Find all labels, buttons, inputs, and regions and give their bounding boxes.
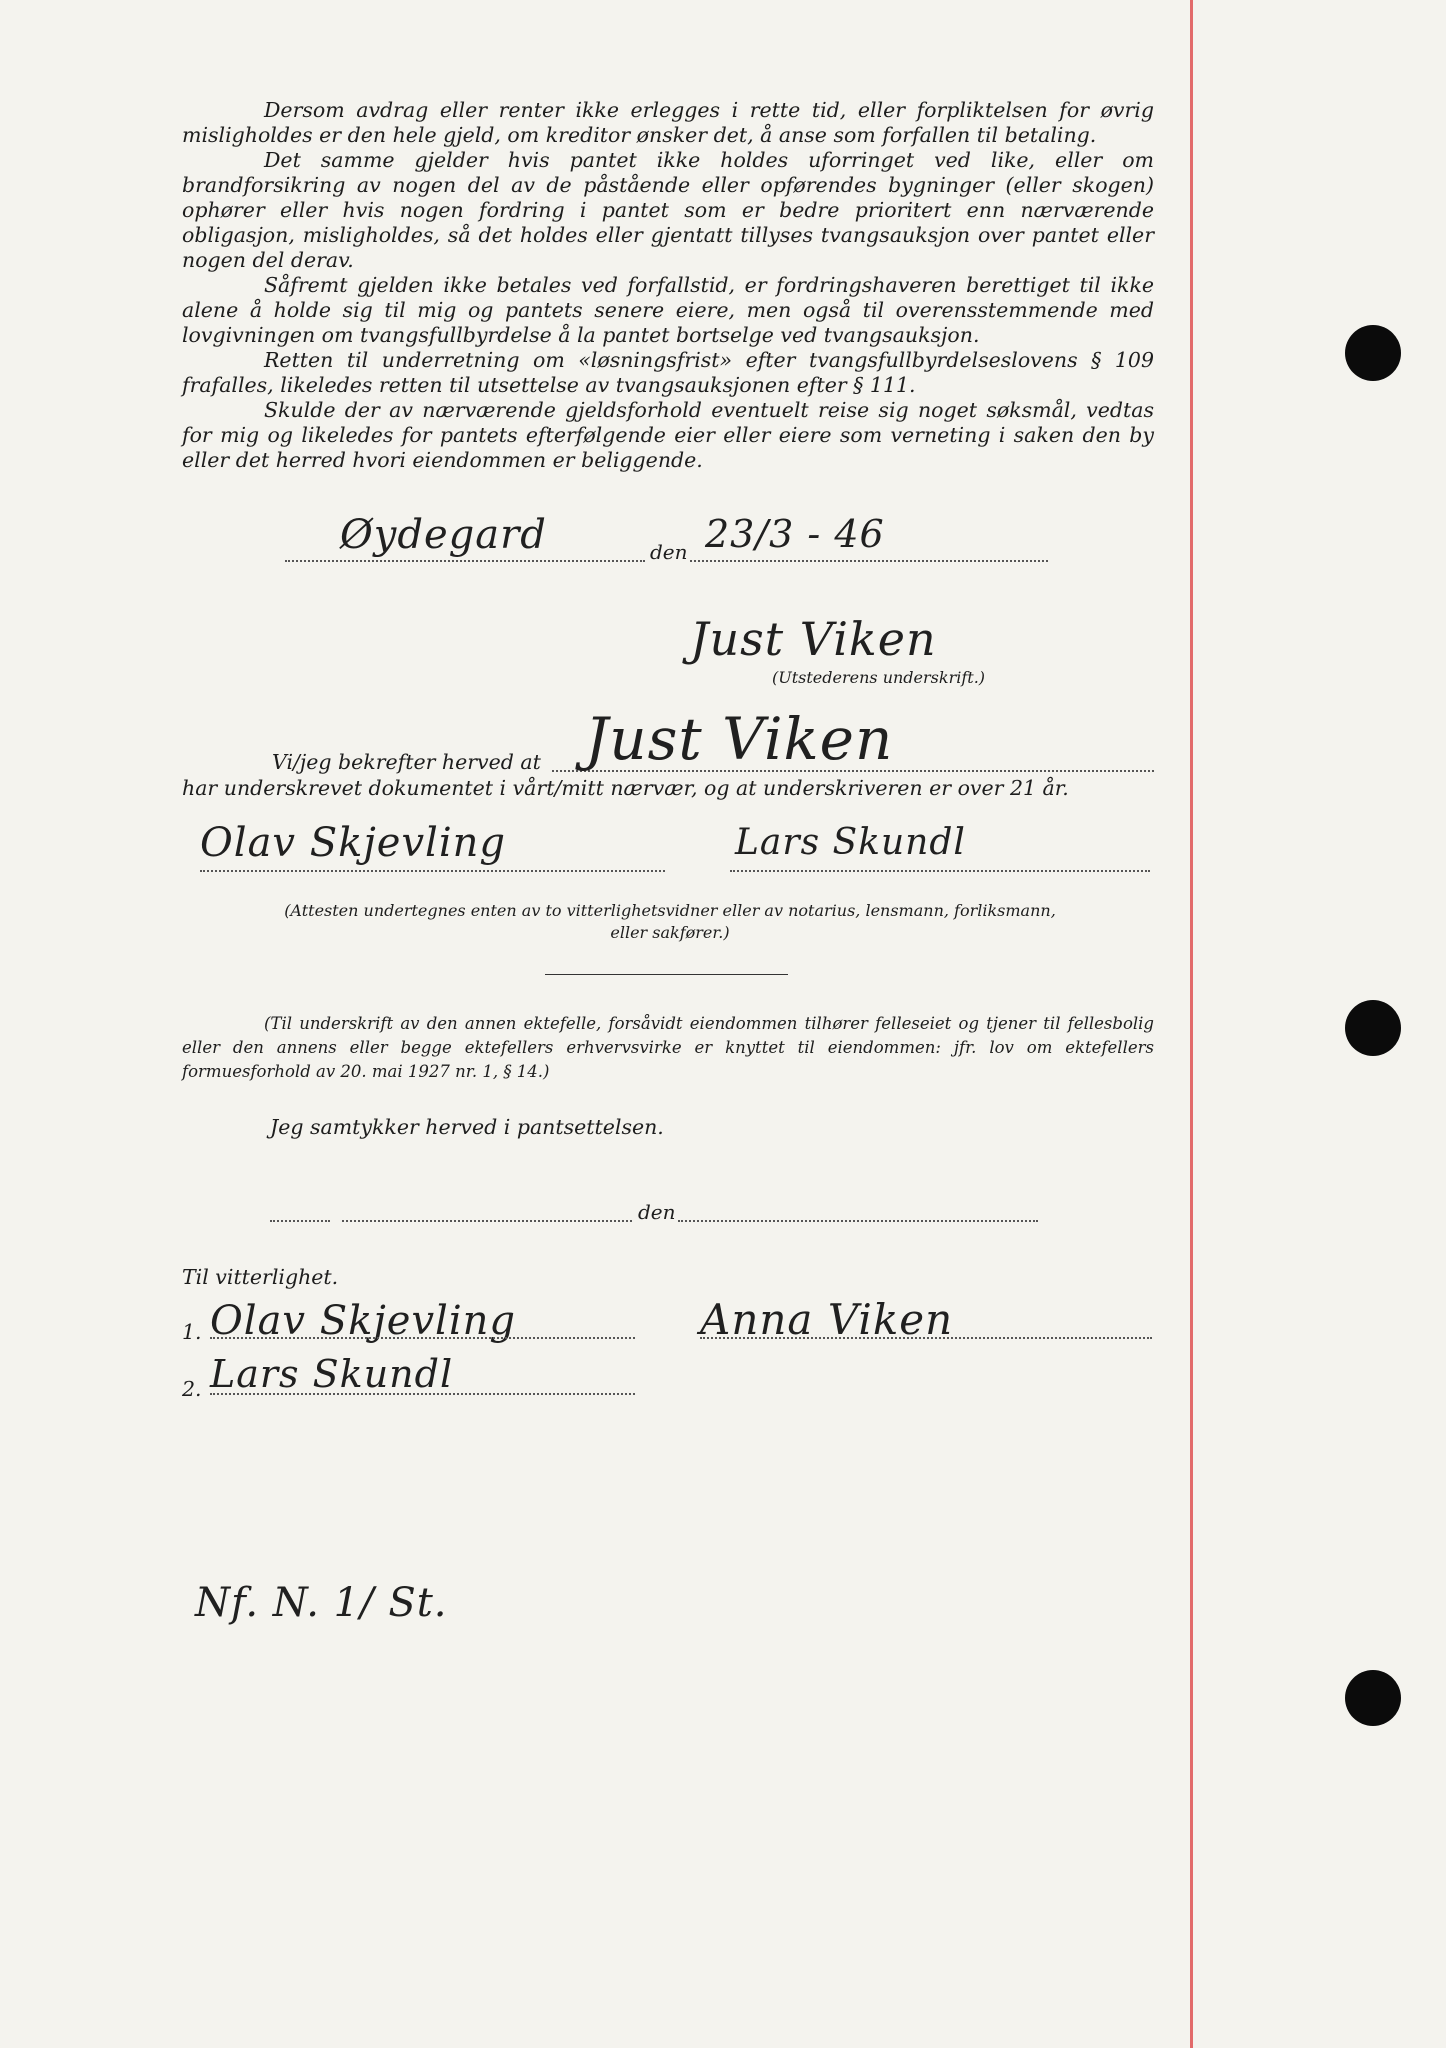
vitne-1-handwritten: Olav Skjevling [210,1298,517,1344]
vitne-line-1 [210,1337,635,1339]
paragraph-verneting: Skulde der av nærværende gjeldsforhold eventuelt reise sig noget søksmål, vedtas for mig og likeledes for pantets efterfølgende eier eller eiere som verneting i saken den by eller det herred hvori eiendommen er beliggende. [182,398,1154,472]
witness-signature-1: Olav Skjevling [200,820,507,866]
red-margin-line [1190,0,1193,2048]
vitne-line-2 [210,1393,635,1395]
confirm-name-handwritten: Just Viken [585,705,894,773]
terms-text [182,98,1154,473]
paragraph-insurance: Det samme gjelder hvis pantet ikke holdes uforringet ved like, eller om brandforsikring av nogen del av de påstående eller opførendes bygninger (eller skogen) ophører eller hvis nogen fordring i pantet som er bedre prioritert enn nærværende obligasjon, misligholdes, så det holdes eller gjentatt tillyses tvangsauksjon over pantet eller nogen del derav. [182,148,1154,272]
consent-place-line-b [342,1220,632,1222]
spouse-signature-line [700,1337,1152,1339]
confirm-prefix: Vi/jeg bekrefter herved at [272,750,541,774]
bottom-note-handwritten: Nf. N. 1/ St. [195,1580,448,1626]
witness-number-2: 2. [182,1377,202,1401]
issuer-caption: (Utstederens underskrift.) [772,668,986,687]
date-handwritten: 23/3 - 46 [705,512,885,556]
consent-place-line-a [270,1220,330,1222]
paragraph-payment: Såfremt gjelden ikke betales ved forfallstid, er fordringshaveren berettiget til ikke alene å holde sig til mig og pantets senere eiere, men også til overensstemmende med lovgivningen om tvangsfullbyrdelse å la pantet bortselge ved tvangsauksjon. [182,273,1154,347]
witness-number-1: 1. [182,1320,202,1344]
punch-hole-bottom [1345,1670,1401,1726]
witness-line-1 [200,870,665,872]
spouse-note: (Til underskrift av den annen ektefelle, forsåvidt eiendommen tilhører felleseiet og tjener til fellesbolig eller den annens eller begge ektefellers erhvervsvirke er knyttet til eiendommen: jfr. lov om ektefellers formuesforhold av 20. mai 1927 nr. 1, § 14.) [182,1014,1154,1081]
attest-note: (Attesten undertegnes enten av to vitterlighetsvidner eller av notarius, lensmann, forliksmann, eller sakfører.) [284,901,1056,942]
date-line [690,560,1048,562]
issuer-signature: Just Viken [690,612,937,666]
consent-date-line [678,1220,1038,1222]
paragraph-default: Dersom avdrag eller renter ikke erlegges i rette tid, eller forpliktelsen for øvrig misligholdes er den hele gjeld, om kreditor ønsker det, å anse som forfallen til betaling. [182,98,1154,147]
punch-hole-middle [1345,1000,1401,1056]
place-line [285,560,645,562]
til-vitterlighet: Til vitterlighet. [182,1265,339,1289]
confirm-line2: har underskrevet dokumentet i vårt/mitt nærvær, og at underskriveren er over 21 år. [182,776,1069,800]
vitne-2-handwritten: Lars Skundl [210,1352,454,1396]
witness-line-2 [730,870,1150,872]
punch-hole-top [1345,325,1401,381]
witness-signature-2: Lars Skundl [735,822,966,863]
place-handwritten: Øydegard [340,512,547,558]
consent-text: Jeg samtykker herved i pantsettelsen. [270,1115,664,1139]
den-label: den [650,540,688,564]
den-label-2: den [638,1200,676,1224]
spouse-signature: Anna Viken [700,1295,954,1344]
separator-rule [545,974,788,975]
paragraph-losningsfrist: Retten til underretning om «løsningsfrist» efter tvangsfullbyrdelseslovens § 109 frafalles, likeledes retten til utsettelse av tvangsauksjonen efter § 111. [182,348,1154,397]
